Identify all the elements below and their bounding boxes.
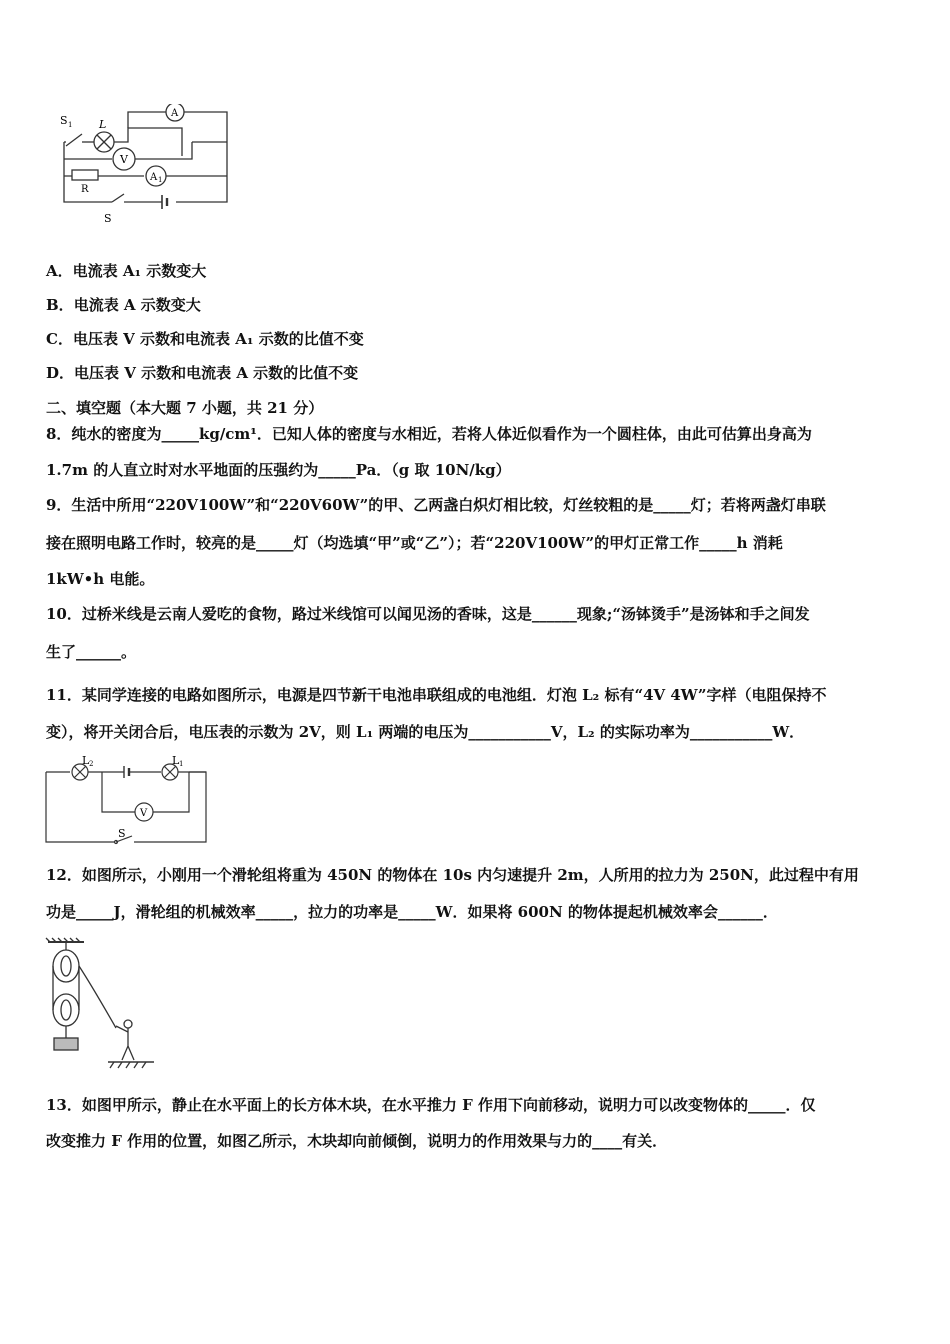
q7-option-c — [46, 329, 364, 349]
fig1-label-s1-sub: 1 — [68, 121, 73, 129]
q11-line-2: 变），将开关闭合后，电压表的示数为 2V，则 L₁ 两端的电压为___________V，L₂ 的实际功率为___________W． — [46, 723, 805, 741]
q7-option-d-text: 电压表 V 示数和电流表 A 示数的比值不变 — [74, 364, 359, 382]
q10-line-2: 生了______。 — [46, 643, 137, 661]
fig1-label-lamp: L — [99, 118, 107, 131]
q9-line-2: 接在照明电路工作时，较亮的是_____灯（均选填“甲”或“乙”）；若“220V100W”的甲灯正常工作_____h 消耗 — [46, 534, 783, 552]
q7-option-c-text: 电压表 V 示数和电流表 A₁ 示数的比值不变 — [72, 330, 364, 348]
fig2-label-switch: S — [118, 827, 126, 840]
fig1-label-switch-s: S — [104, 212, 112, 225]
q7-option-a-text: 电流表 A₁ 示数变大 — [72, 262, 207, 280]
fig1-label-voltmeter: V — [120, 153, 128, 166]
q7-option-c-label: C． — [46, 330, 73, 348]
fig1-label-ammeter-a1-sub: 1 — [158, 176, 163, 184]
q7-option-d — [46, 363, 358, 383]
q7-option-b-label: B． — [46, 296, 74, 314]
q7-option-b — [46, 295, 201, 315]
pulley-diagram — [44, 936, 164, 1076]
q13-line-1: 13．如图甲所示，静止在水平面上的长方体木块，在水平推力 F 作用下向前移动，说明力可以改变物体的_____．仅 — [46, 1096, 816, 1114]
fig1-label-ammeter-a1: A — [150, 172, 158, 183]
q11-line-1: 11．某同学连接的电路如图所示，电源是四节新干电池串联组成的电池组．灯泡 L₂ 标有“4V 4W”字样（电阻保持不 — [46, 686, 827, 704]
section-heading: 二、填空题（本大题 7 小题，共 21 分） — [46, 399, 324, 417]
q12-line-2: 功是_____J，滑轮组的机械效率_____，拉力的功率是_____W．如果将 600N 的物体提起机械效率会______． — [46, 903, 778, 921]
circuit-diagram-2 — [44, 752, 209, 847]
fig2-label-l2: L — [82, 754, 90, 767]
q9-line-3: 1kW•h 电能。 — [46, 570, 155, 588]
fig1-label-resistor: R — [81, 184, 89, 195]
circuit-diagram-1 — [52, 104, 237, 229]
q8-line-1: 8．纯水的密度为_____kg/cm¹．已知人体的密度与水相近，若将人体近似看作为一个圆柱体，由此可估算出身高为 — [46, 425, 812, 443]
q8-line-2: 1.7m 的人直立时对水平地面的压强约为_____Pa．（g 取 10N/kg） — [46, 461, 511, 479]
q12-line-1: 12．如图所示，小刚用一个滑轮组将重为 450N 的物体在 10s 内匀速提升 2m，人所用的拉力为 250N，此过程中有用 — [46, 866, 859, 884]
fig2-label-l1: L — [172, 754, 180, 767]
q7-option-d-label: D． — [46, 364, 75, 382]
q9-line-1: 9．生活中所用“220V100W”和“220V60W”的甲、乙两盏白炽灯相比较，灯丝较粗的是_____灯；若将两盏灯串联 — [46, 496, 826, 514]
fig1-label-s1: S — [60, 114, 68, 127]
q7-option-a — [46, 261, 206, 281]
fig2-label-l1-sub: 1 — [179, 760, 184, 768]
q7-option-a-label: A． — [46, 262, 73, 280]
q10-line-1: 10．过桥米线是云南人爱吃的食物，路过米线馆可以闻见汤的香味，这是______现象;“汤钵烫手”是汤钵和手之间发 — [46, 605, 810, 623]
fig2-label-l2-sub: 2 — [89, 760, 94, 768]
q13-line-2: 改变推力 F 作用的位置，如图乙所示，木块却向前倾倒，说明力的作用效果与力的____有关． — [46, 1132, 668, 1150]
fig2-label-voltmeter: V — [140, 808, 148, 819]
fig1-label-ammeter-a: A — [171, 108, 179, 119]
q7-option-b-text: 电流表 A 示数变大 — [73, 296, 201, 314]
